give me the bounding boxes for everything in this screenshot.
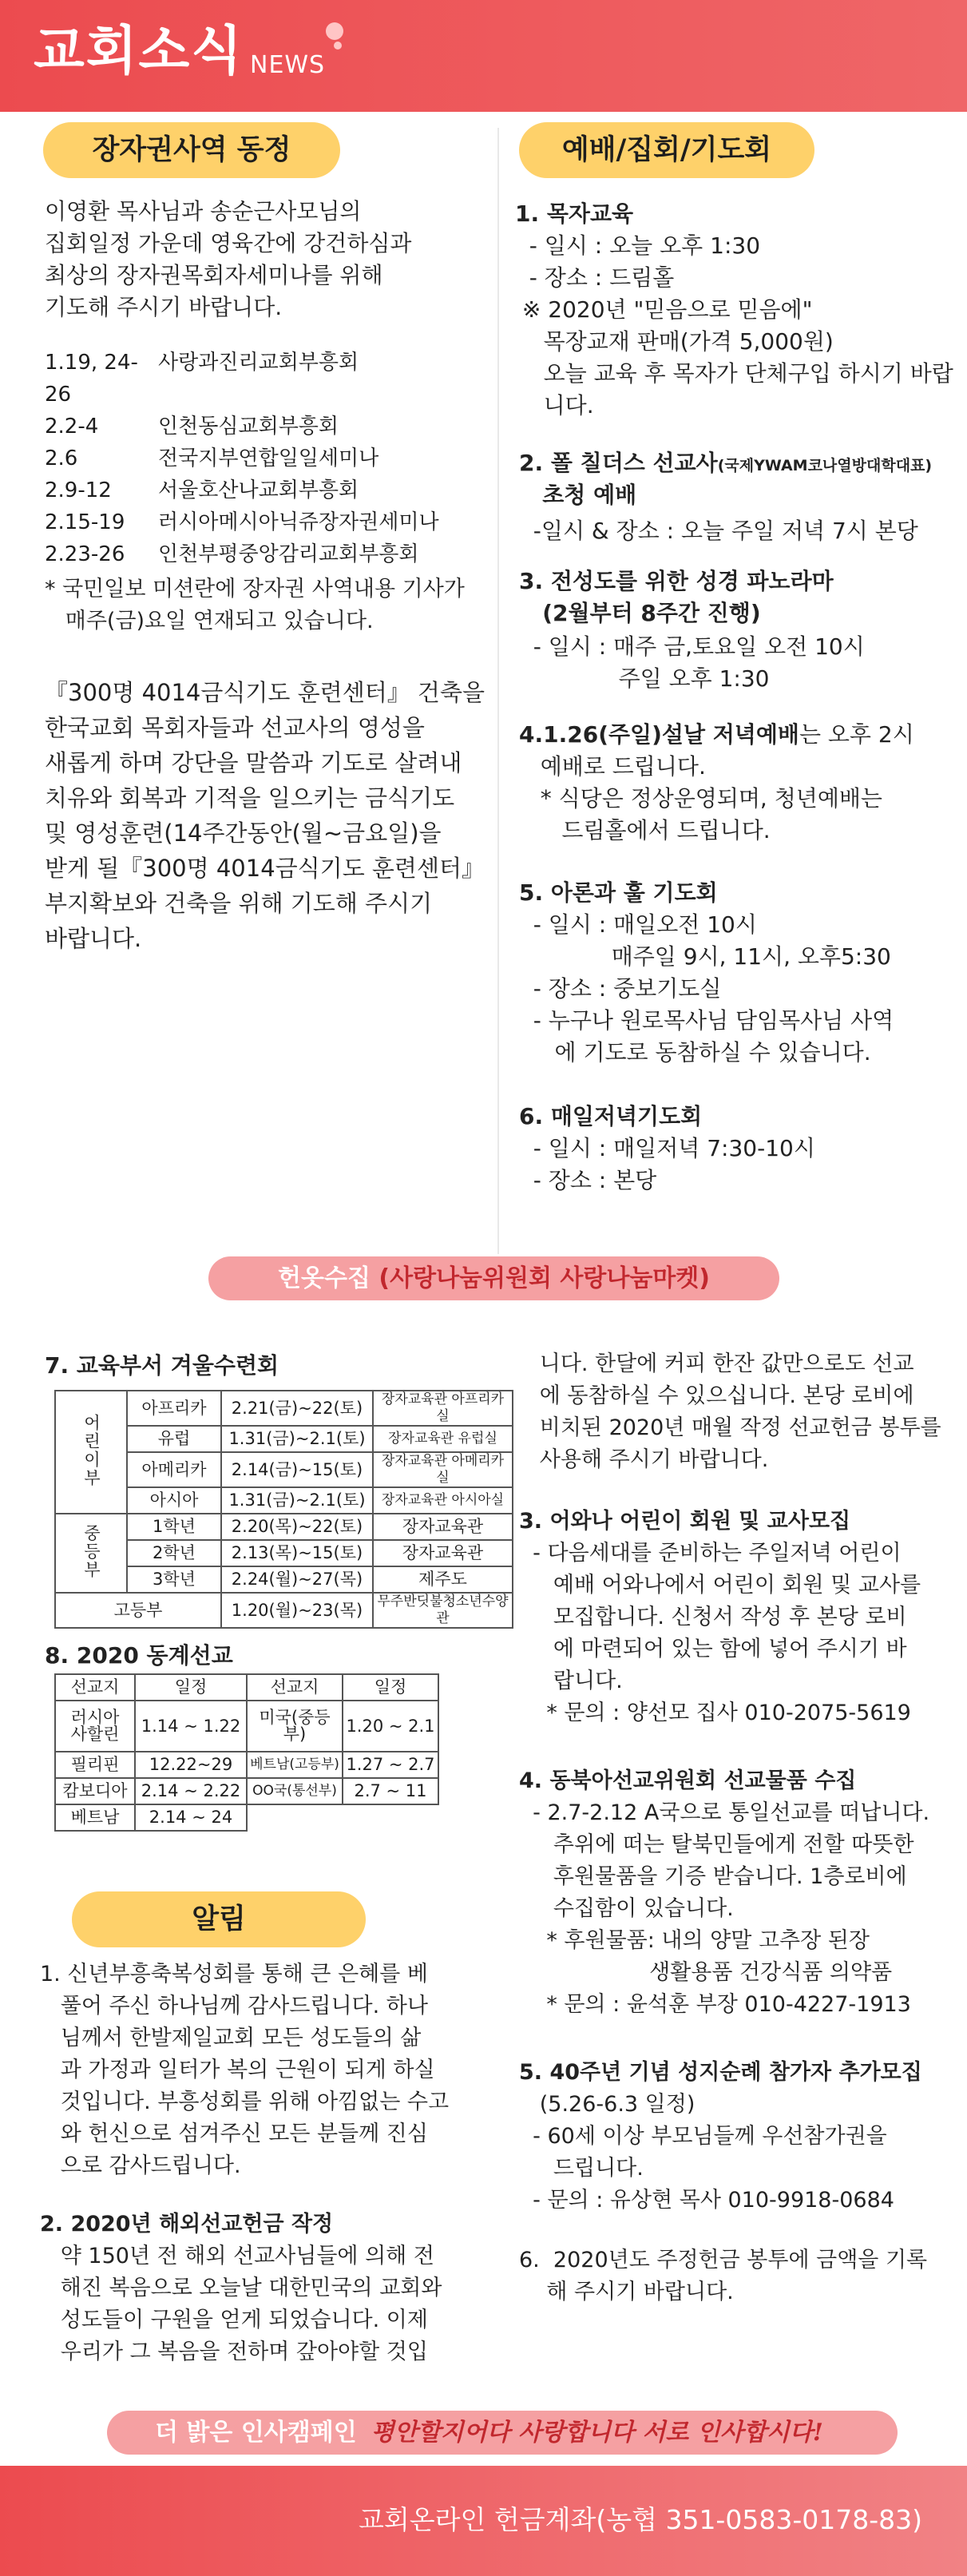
date-cell: 2.20(목)~22(토) (221, 1514, 373, 1540)
mission-note: * 국민일보 미션란에 장자권 사역내용 기사가 매주(금)요일 연재되고 있습니다. (45, 577, 465, 633)
ministry-intro: 이영환 목사님과 송순근사모님의 집회일정 가운데 영육간에 강건하심과 최상의 장자권목회자세미나를 위해 기도해 주시기 바랍니다. (45, 198, 412, 320)
item2-title-text: 2. 폴 칠더스 선교사 (519, 450, 718, 476)
column-divider (497, 128, 499, 1254)
country-cell: 미국(중등부) (247, 1701, 343, 1752)
dept-cell: 아프리카 (127, 1391, 221, 1426)
page-title: 교회소식 (34, 20, 244, 81)
notice-2-continued: 니다. 한달에 커피 한잔 값만으로도 선교 에 동참하실 수 있으십니다. 본당 로비에 비치된 2020년 매월 작정 선교헌금 봉투를 사용해 주시기 바랍니다. (539, 1352, 941, 1472)
item5-title: 5. 아론과 훌 기도회 (519, 879, 718, 906)
table-row (55, 1778, 438, 1804)
place-cell: 장자교육관 (373, 1540, 513, 1566)
schedule-row (45, 474, 439, 506)
schedule-row (45, 538, 439, 570)
item2-title-small: (국제YWAM코나열방대학대표) (717, 457, 933, 474)
country-cell: OO국(통선부) (247, 1778, 343, 1804)
item4-title-rest: 는 오후 2시 (799, 721, 914, 748)
header-cell: 일정 (135, 1674, 247, 1701)
schedule-date: 2.23-26 (45, 542, 125, 566)
dept-cell: 유럽 (127, 1426, 221, 1452)
dept-cell: 3학년 (127, 1566, 221, 1593)
date-cell: 1.20(월)~23(목) (221, 1593, 373, 1628)
dept-cell: 아메리카 (127, 1452, 221, 1487)
place-cell: 장자교육관 아시아실 (373, 1487, 513, 1514)
date-cell: 1.31(금)~2.1(토) (221, 1426, 373, 1452)
item5-body: - 일시 : 매일오전 10시 매주일 9시, 11시, 오후5:30 - 장소 : 중보기도실 - 누구나 원로목사님 담임목사님 사역 에 기도로 동참하실 수 있습니다. (533, 911, 894, 1066)
table-row (55, 1593, 513, 1628)
place-cell: 장자교육관 아프리카실 (373, 1391, 513, 1426)
dept-cell: 고등부 (55, 1593, 221, 1628)
place-cell: 무주반딧불청소년수양관 (373, 1593, 513, 1628)
mission-title: 8. 2020 동계선교 (45, 1642, 233, 1669)
schedule-row (45, 506, 439, 538)
schedule-row (45, 347, 439, 411)
item1-title: 1. 목자교육 (515, 200, 634, 227)
date-cell: 1.20 ~ 2.1 (343, 1701, 438, 1752)
schedule-date: 2.9-12 (45, 478, 112, 502)
place-cell: 장자교육관 (373, 1514, 513, 1540)
table-row (55, 1752, 438, 1778)
table-row (55, 1804, 438, 1831)
table-row (55, 1514, 513, 1540)
offering-account: 교회온라인 헌금계좌(농협 351-0583-0178-83) (358, 2504, 922, 2535)
date-cell: 12.22~29 (135, 1752, 247, 1778)
country-cell: 필리핀 (55, 1752, 135, 1778)
greeting-slogan: 평안할지어다 사랑합니다 서로 인사합시다! (371, 2419, 823, 2447)
table-header-row (55, 1674, 438, 1701)
group-label-children: 어린이부 (81, 1414, 101, 1487)
decorative-dot-icon (326, 22, 343, 40)
place-cell: 제주도 (373, 1566, 513, 1593)
date-cell: 2.7 ~ 11 (343, 1778, 438, 1804)
item3-title: 3. 전성도를 위한 성경 파노라마 (2월부터 8주간 진행) (519, 568, 834, 626)
greeting-label: 더 밝은 인사캠페인 (155, 2419, 357, 2447)
notice-5-body: (5.26-6.3 일정) - 60세 이상 부모님들께 우선참가권을 드립니다. - 문의 : 유상현 목사 010-9918-0684 (533, 2092, 894, 2213)
item4-title-bold: 4.1.26(주일)설날 저녁예배 (519, 721, 799, 748)
empty-cell (343, 1804, 438, 1831)
item4-title (519, 719, 914, 751)
table-row (55, 1701, 438, 1752)
schedule-row (45, 411, 439, 443)
place-cell: 장자교육관 유럽실 (373, 1426, 513, 1452)
country-cell: 베트남 (55, 1804, 135, 1831)
notice-6: 6. 2020년도 주정헌금 봉투에 금액을 기록 해 주시기 바랍니다. (519, 2248, 928, 2304)
market-banner-text: (사랑나눔위원회 사랑나눔마켓) (378, 1264, 710, 1292)
training-table (54, 1390, 513, 1629)
date-cell: 1.27 ~ 2.7 (343, 1752, 438, 1778)
notice-3-title: 3. 어와나 어린이 회원 및 교사모집 (519, 1509, 851, 1534)
section-heading-worship: 예배/집회/기도회 (519, 122, 814, 178)
item1-body: - 일시 : 오늘 오후 1:30 - 장소 : 드림홀 ※ 2020년 "믿음으로 믿음에" 목장교재 판매(가격 5,000원) 오늘 교육 후 목자가 단체구입 하시기 바랍 니다. (521, 232, 953, 419)
notice-4-title: 4. 동북아선교위원회 선교물품 수집 (519, 1768, 857, 1793)
greeting-banner (107, 2411, 898, 2455)
empty-cell (247, 1804, 343, 1831)
group-cell (55, 1514, 127, 1593)
notice-2-title: 2. 2020년 해외선교헌금 작정 (40, 2212, 334, 2237)
schedule-event: 러시아메시아닉쥬장자권세미나 (158, 510, 439, 534)
section-heading-notice: 알림 (72, 1891, 366, 1947)
date-cell: 1.31(금)~2.1(토) (221, 1487, 373, 1514)
page-subtitle: NEWS (250, 51, 326, 79)
mission-table (54, 1673, 439, 1832)
date-cell: 2.24(월)~27(목) (221, 1566, 373, 1593)
header-cell: 일정 (343, 1674, 438, 1701)
prayer-center-text: 『300명 4014금식기도 훈련센터』 건축을 한국교회 목회자들과 선교사의 영성을 새롭게 하며 강단을 말씀과 기도로 살려내 치유와 회복과 기적을 일으키는 금식기도 및 영성훈련(14주간동안(월~금요일)을 받게 될『300명 4014금식기도 훈련센터』 부지확보와 건축을 위해 기도해 주시기 바랍니다. (45, 679, 485, 952)
schedule-event: 서울호산나교회부흥회 (158, 478, 359, 502)
schedule-date: 2.15-19 (45, 510, 125, 534)
country-cell: 베트남(고등부) (247, 1752, 343, 1778)
dept-cell: 2학년 (127, 1540, 221, 1566)
schedule-event: 전국지부연합일일세미나 (158, 447, 379, 470)
date-cell: 2.21(금)~22(토) (221, 1391, 373, 1426)
header-cell: 선교지 (247, 1674, 343, 1701)
group-cell (55, 1391, 127, 1514)
training-title: 7. 교육부서 겨울수련회 (45, 1352, 279, 1379)
market-banner-pink: 헌옷수집 (278, 1264, 371, 1292)
section-heading-ministry: 장자권사역 동정 (43, 122, 340, 178)
notice-1: 1. 신년부흥축복성회를 통해 큰 은혜를 베 풀어 주신 하나님께 감사드립니다. 하나 님께서 한발제일교회 모든 성도들의 삶 과 가정과 일터가 복의 근원이 되게 하실 것입니다. 부흥성회를 위해 아낌없는 수고 와 헌신으로 섬겨주신 모든 분들께 진심 으로 감사드립니다. (40, 1962, 450, 2178)
notice-5-title: 5. 40주년 기념 성지순례 참가자 추가모집 (519, 2060, 922, 2085)
schedule-event: 인천부평중앙감리교회부흥회 (158, 542, 419, 566)
table-row (55, 1391, 513, 1426)
item6-title: 6. 매일저녁기도회 (519, 1103, 703, 1129)
notice-4-body: - 2.7-2.12 A국으로 통일선교를 떠납니다. 추위에 떠는 탈북민들에게 전할 따뜻한 후원물품을 기증 받습니다. 1층로비에 수집함이 있습니다. * 후원물품: 내의 양말 고추장 된장 생활용품 건강식품 의약품 * 문의 : 윤석훈 부장 010-4227-1913 (533, 1800, 930, 2017)
decorative-dot-icon (334, 42, 342, 50)
item4-body: 예배로 드립니다. * 식당은 정상운영되며, 청년예배는 드림홀에서 드립니다. (540, 753, 882, 843)
country-cell: 러시아 사할린 (55, 1701, 135, 1752)
schedule-event: 인천동심교회부흥회 (158, 415, 339, 439)
dept-cell: 1학년 (127, 1514, 221, 1540)
footer (0, 2466, 967, 2576)
notice-2-body: 약 150년 전 해외 선교사님들에 의해 전 해진 복음으로 오늘날 대한민국의 교회와 성도들이 구원을 얻게 되었습니다. 이제 우리가 그 복음을 전하며 갚아야할 것입 (60, 2244, 442, 2364)
date-cell: 2.13(목)~15(토) (221, 1540, 373, 1566)
schedule-date: 1.19, 24-26 (45, 351, 138, 407)
item2-body: -일시 & 장소 : 오늘 주일 저녁 7시 본당 (519, 518, 918, 544)
date-cell: 2.14 ~ 24 (135, 1804, 247, 1831)
schedule-row (45, 443, 439, 474)
item2-sub: 초청 예배 (519, 482, 637, 508)
date-cell: 1.14 ~ 1.22 (135, 1701, 247, 1752)
schedule-event: 사랑과진리교회부흥회 (158, 351, 359, 375)
place-cell: 장자교육관 아메리카실 (373, 1452, 513, 1487)
date-cell: 2.14 ~ 2.22 (135, 1778, 247, 1804)
country-cell: 캄보디아 (55, 1778, 135, 1804)
dept-cell: 아시아 (127, 1487, 221, 1514)
group-label-middle: 중등부 (81, 1524, 101, 1579)
schedule-date: 2.2-4 (45, 415, 99, 439)
notice-3-body: - 다음세대를 준비하는 주일저녁 어린이 예배 어와나에서 어린이 회원 및 교사를 모집합니다. 신청서 작성 후 본당 로비 에 마련되어 있는 함에 넣어 주시기 바 랍니다. * 문의 : 양선모 집사 010-2075-5619 (533, 1541, 921, 1725)
item6-body: - 일시 : 매일저녁 7:30-10시 - 장소 : 본당 (533, 1135, 815, 1193)
item2-title (519, 447, 932, 482)
item3-body: - 일시 : 매주 금,토요일 오전 10시 주일 오후 1:30 (533, 633, 865, 692)
market-banner (208, 1256, 779, 1300)
header (0, 0, 967, 112)
date-cell: 2.14(금)~15(토) (221, 1452, 373, 1487)
schedule-date: 2.6 (45, 447, 78, 470)
ministry-schedule (45, 347, 439, 570)
header-cell: 선교지 (55, 1674, 135, 1701)
